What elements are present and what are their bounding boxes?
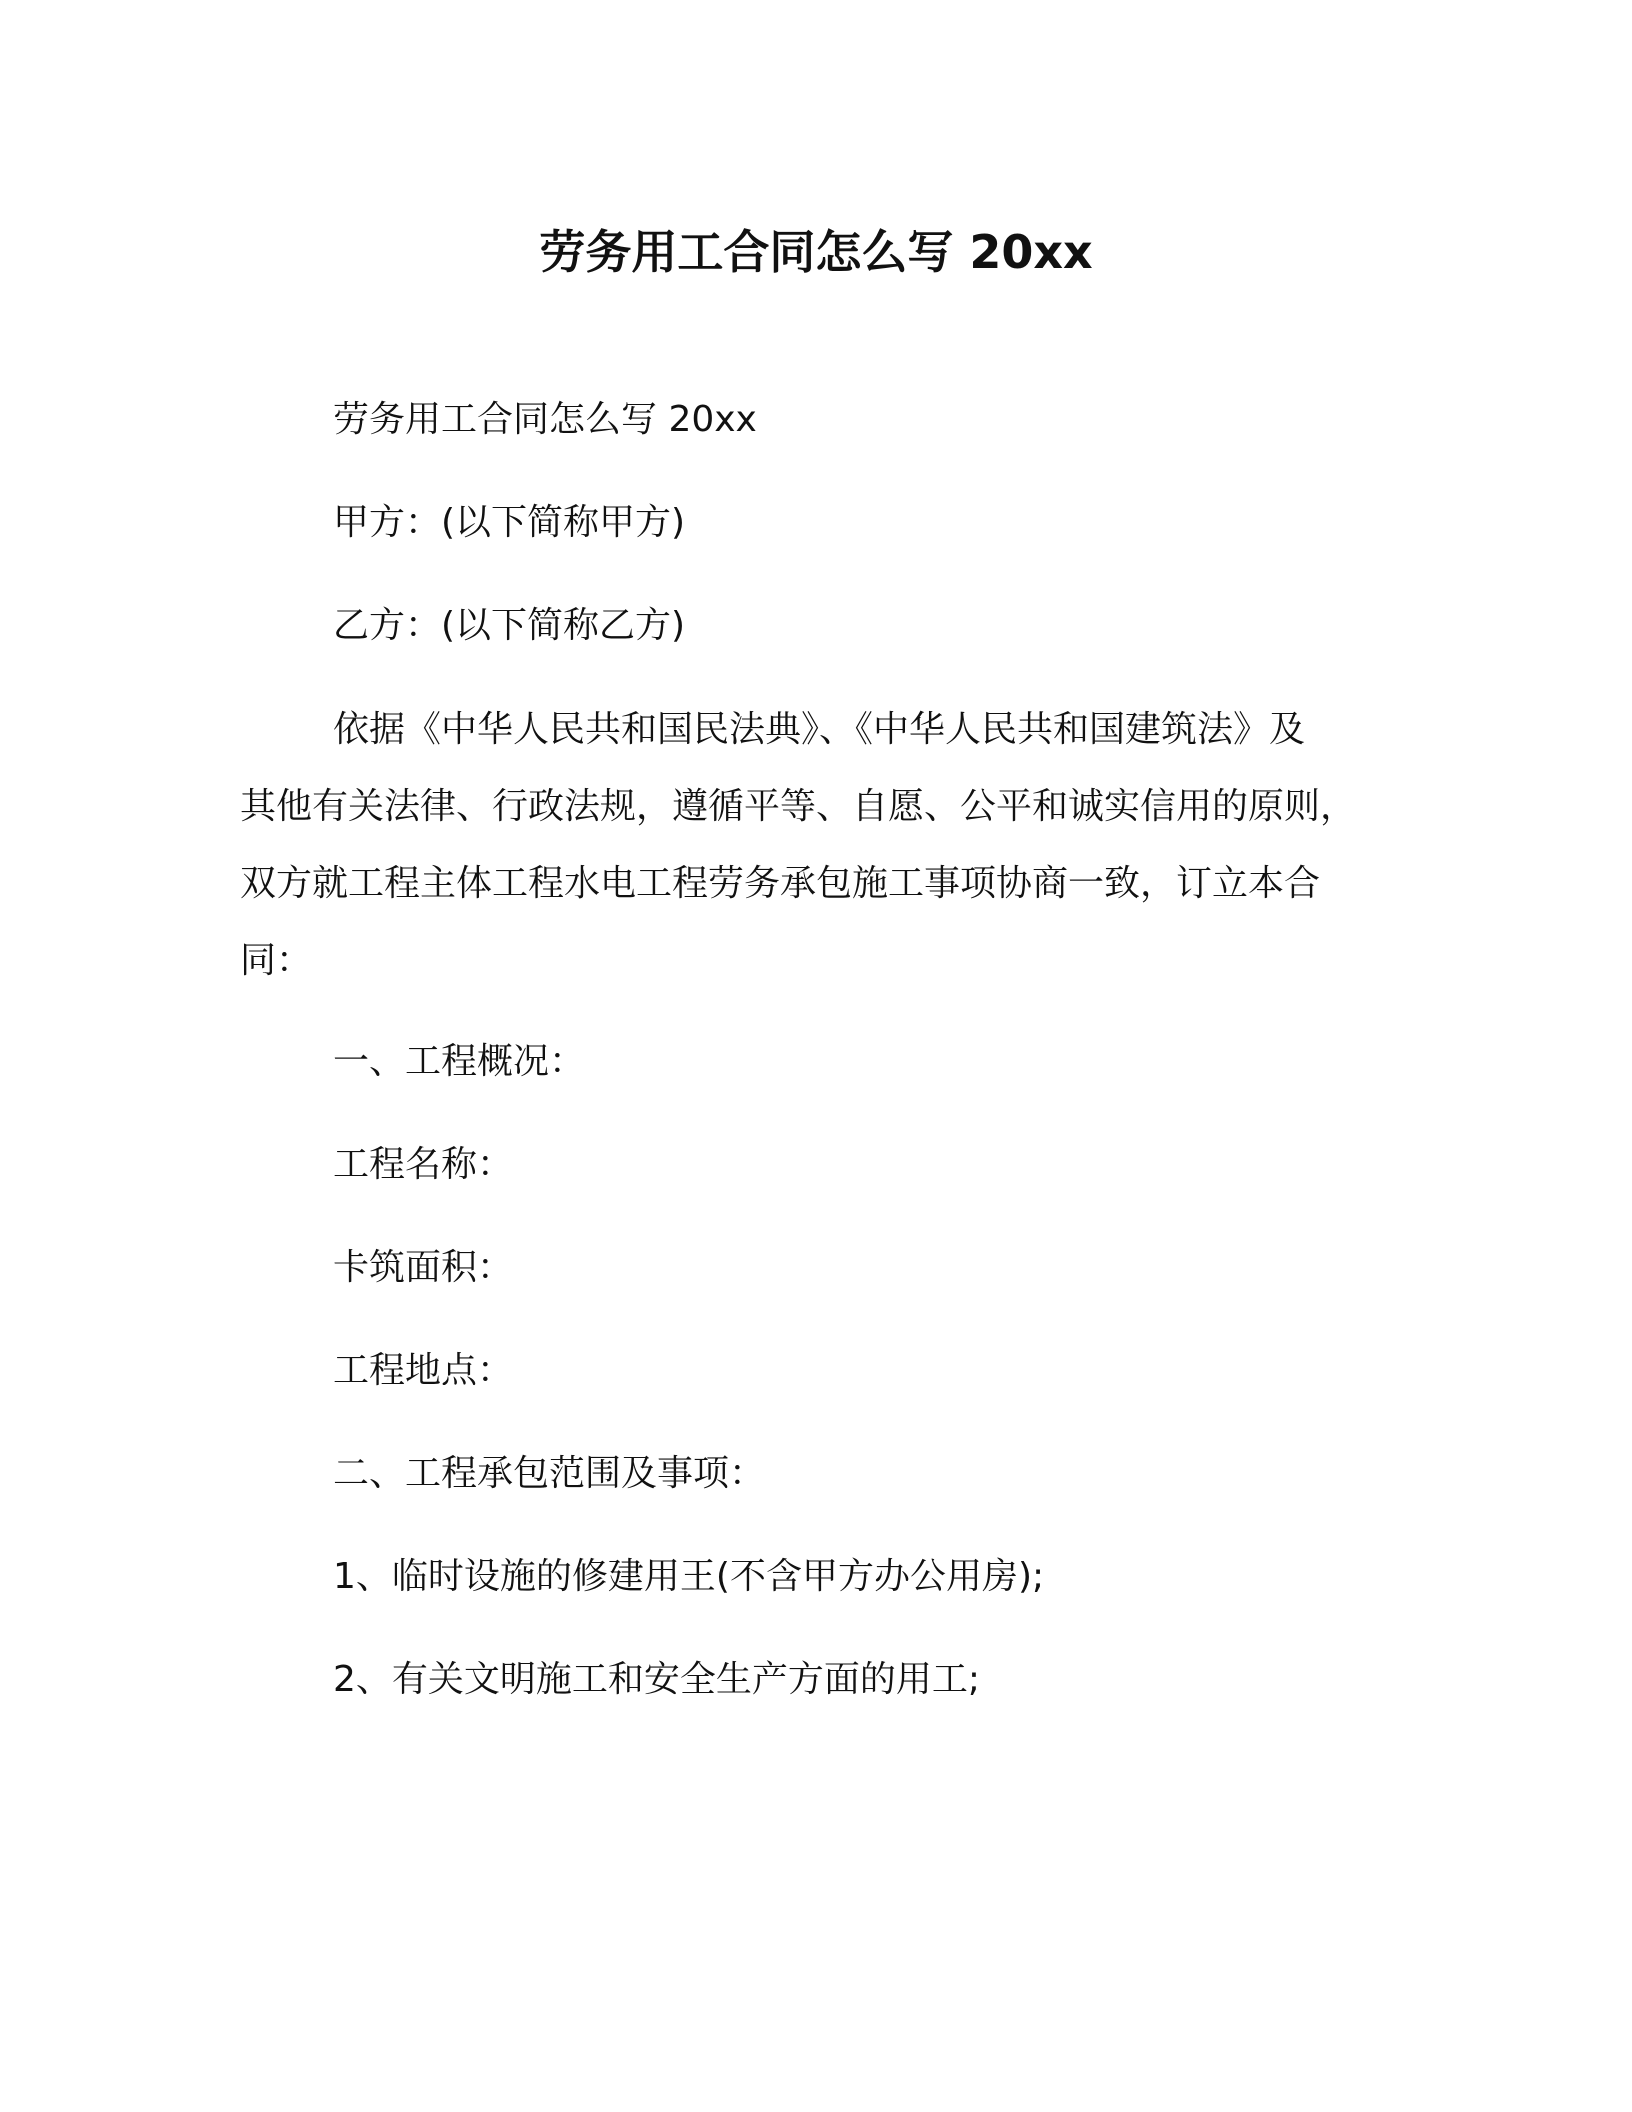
project-location-field: 工程地点： [333,1350,514,1391]
project-name-field: 工程名称： [333,1144,514,1185]
scope-item-1: 1、临时设施的修建用王(不含甲方办公用房); [333,1556,1045,1597]
intro-line: 同： [240,940,313,981]
intro-paragraph [240,705,1380,1013]
intro-line: 其他有关法律、行政法规，遵循平等、自愿、公平和诚实信用的原则， [240,786,1357,827]
intro-line: 双方就工程主体工程水电工程劳务承包施工事项协商一致，订立本合 [240,863,1321,904]
document-title: 劳务用工合同怎么写 20xx [539,225,1093,279]
party-a-line: 甲方：(以下简称甲方) [333,502,686,543]
party-b-line: 乙方：(以下简称乙方) [333,605,686,646]
section-1-heading: 一、工程概况： [333,1041,586,1082]
scope-item-2: 2、有关文明施工和安全生产方面的用工; [333,1659,981,1700]
document-subtitle: 劳务用工合同怎么写 20xx [333,399,757,440]
section-2-heading: 二、工程承包范围及事项： [333,1453,766,1494]
building-area-field: 卡筑面积： [333,1247,514,1288]
intro-line: 依据《中华人民共和国民法典》、《中华人民共和国建筑法》及 [333,709,1306,750]
